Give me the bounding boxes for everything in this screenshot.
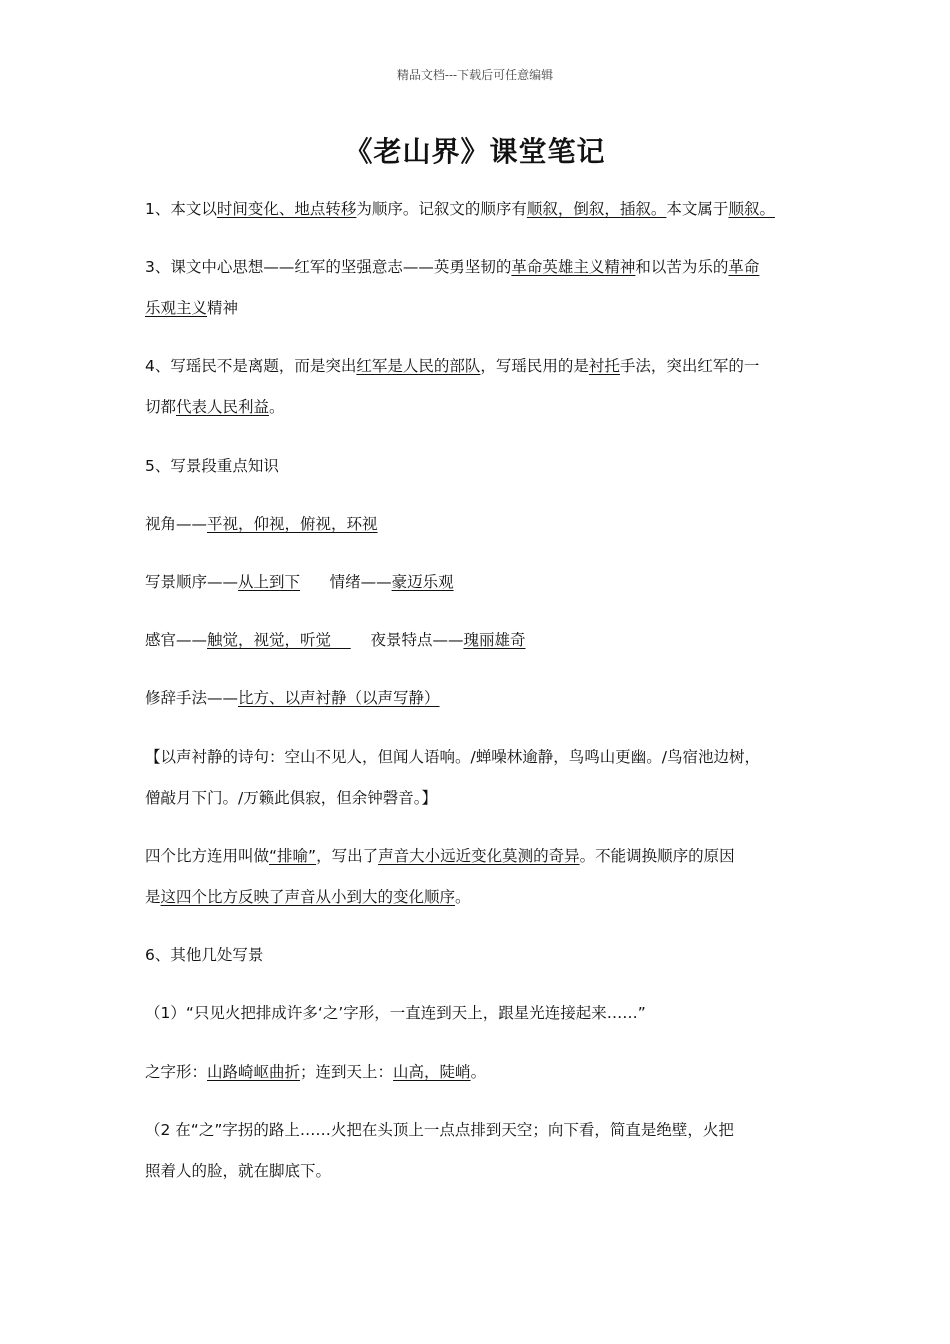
note-text: 3、课文中心思想——红军的坚强意志——英勇坚韧的 xyxy=(145,258,512,276)
note-line xyxy=(145,1119,734,1141)
note-line xyxy=(145,297,238,319)
note-line xyxy=(145,845,735,867)
note-text: 。 xyxy=(269,398,285,416)
underlined-key-point: 革命英雄主义精神 xyxy=(511,258,636,276)
underlined-key-point: 豪迈乐观 xyxy=(391,573,454,591)
note-line xyxy=(145,886,471,908)
underlined-key-point: 顺叙。 xyxy=(728,200,775,218)
note-text: 精神 xyxy=(207,299,239,317)
note-text: ，写瑶民用的是 xyxy=(480,357,589,375)
underlined-key-point: 这四个比方反映了声音从小到大的变化顺序 xyxy=(160,888,456,906)
note-text: 照着人的脸，就在脚底下。 xyxy=(145,1162,332,1180)
note-line xyxy=(145,396,285,418)
note-text: （2 在“之”字拐的路上……火把在头顶上一点点排到天空；向下看，简直是绝壁，火把 xyxy=(145,1121,734,1139)
note-text: 1、本文以 xyxy=(145,200,217,218)
underlined-key-point: 山高，陡峭 xyxy=(393,1063,471,1081)
note-line xyxy=(145,355,759,377)
note-text: ，写出了 xyxy=(316,847,379,865)
underlined-key-point: 触觉，视觉，听觉 xyxy=(207,631,351,649)
note-text: 6、其他几处写景 xyxy=(145,946,264,964)
note-text: 是 xyxy=(145,888,161,906)
page-header: 精品文档---下载后可任意编辑 xyxy=(396,68,554,82)
note-line xyxy=(145,198,775,220)
underlined-key-point: 山路崎岖曲折 xyxy=(207,1063,301,1081)
note-text: 切都 xyxy=(145,398,177,416)
note-line xyxy=(145,787,437,809)
underlined-key-point: 衬托 xyxy=(588,357,620,375)
underlined-key-point: 从上到下 xyxy=(238,573,301,591)
note-text: 5、写景段重点知识 xyxy=(145,457,279,475)
note-text: 。 xyxy=(455,888,471,906)
note-text: 僧敲月下门。/万籁此俱寂，但余钟磬音。】 xyxy=(145,789,437,807)
underlined-key-point: 代表人民利益 xyxy=(176,398,270,416)
note-line xyxy=(145,1061,486,1083)
note-text: 和以苦为乐的 xyxy=(635,258,729,276)
note-text: 情绪—— xyxy=(300,573,392,591)
note-line xyxy=(145,944,263,966)
note-line xyxy=(145,571,454,593)
document-title: 《老山界》课堂笔记 xyxy=(344,135,606,168)
underlined-key-point: 红军是人民的部队 xyxy=(356,357,481,375)
note-text: 【以声衬静的诗句：空山不见人，但闻人语响。/蝉噪林逾静，鸟鸣山更幽。/鸟宿池边树， xyxy=(145,748,760,766)
note-text: 手法，突出红军的一 xyxy=(619,357,760,375)
underlined-key-point: 声音大小远近变化莫测的奇异 xyxy=(378,847,580,865)
note-line xyxy=(145,687,440,709)
underlined-key-point: 平视，仰视，俯视，环视 xyxy=(207,515,378,533)
note-text: 写景顺序—— xyxy=(145,573,239,591)
underlined-key-point: 比方、以声衬静（以声写静） xyxy=(238,689,440,707)
note-text: 之字形： xyxy=(145,1063,208,1081)
note-text: 修辞手法—— xyxy=(145,689,239,707)
note-line xyxy=(145,455,279,477)
underlined-key-point: 时间变化、地点转移 xyxy=(216,200,357,218)
note-line xyxy=(145,256,759,278)
note-line xyxy=(145,629,525,651)
note-text: 。不能调换顺序的原因 xyxy=(579,847,735,865)
note-text: 本文属于 xyxy=(666,200,729,218)
underlined-key-point: 顺叙，倒叙，插叙。 xyxy=(526,200,667,218)
note-text: 视角—— xyxy=(145,515,208,533)
note-text: 为顺序。记叙文的顺序有 xyxy=(356,200,527,218)
note-line xyxy=(145,513,378,535)
note-text: ；连到天上： xyxy=(300,1063,394,1081)
underlined-key-point: 乐观主义 xyxy=(145,299,208,317)
note-text: 四个比方连用叫做 xyxy=(145,847,270,865)
underlined-key-point: “排喻” xyxy=(269,847,317,865)
underlined-key-point: 瑰丽雄奇 xyxy=(463,631,526,649)
note-text: 4、写瑶民不是离题，而是突出 xyxy=(145,357,357,375)
note-text: （1）“只见火把排成许多‘之’字形，一直连到天上，跟星光连接起来……” xyxy=(145,1004,646,1022)
note-text: 夜景特点—— xyxy=(350,631,464,649)
note-line xyxy=(145,1160,331,1182)
note-text: 。 xyxy=(470,1063,487,1081)
underlined-key-point: 革命 xyxy=(728,258,760,276)
note-text: 感官—— xyxy=(145,631,208,649)
note-line xyxy=(145,1002,646,1024)
note-line xyxy=(145,746,760,768)
